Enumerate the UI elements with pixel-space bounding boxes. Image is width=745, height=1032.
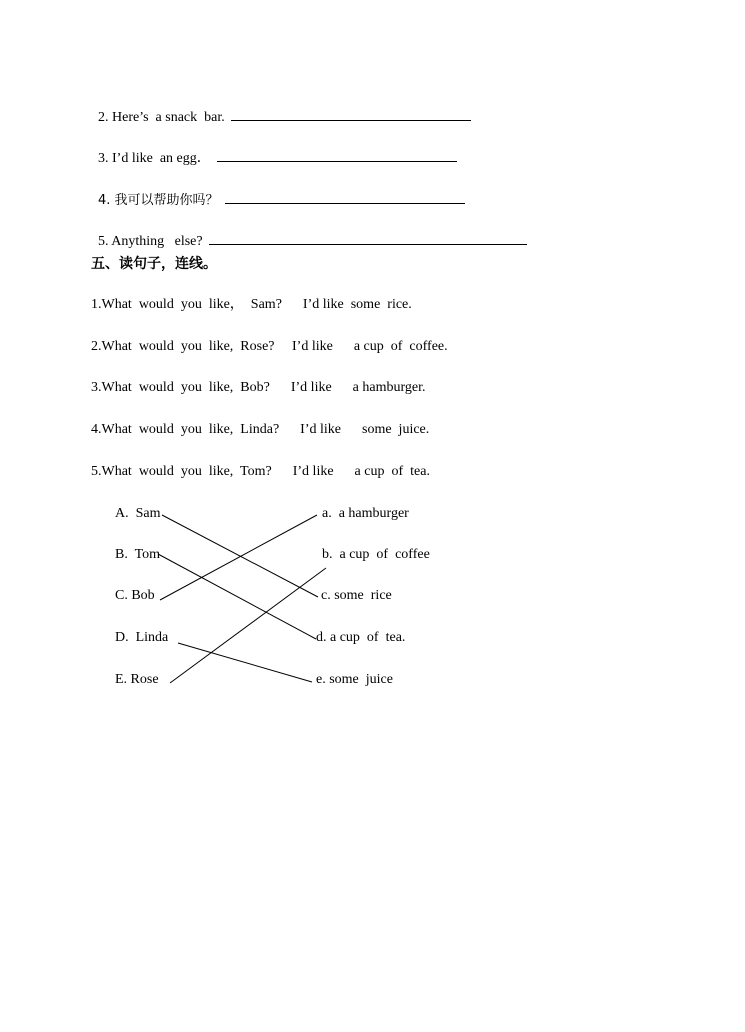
sentence-1: 1.What would you like， Sam? I’d like some rice.: [91, 297, 412, 312]
sentence-2: 2.What would you like, Rose? I’d like a cup of coffee.: [91, 339, 448, 354]
translation-text: 3. I’d like an egg．: [98, 151, 211, 166]
translation-text: 4. 我可以帮助你吗？: [98, 193, 219, 208]
match-line-c-a: [160, 515, 317, 600]
right-item-a[interactable]: a. a hamburger: [322, 506, 409, 521]
left-item-d[interactable]: D. Linda: [115, 630, 169, 645]
sentence-5: 5.What would you like, Tom? I’d like a cup of tea.: [91, 464, 430, 479]
right-item-b[interactable]: b. a cup of coffee: [322, 547, 430, 562]
left-item-e[interactable]: E. Rose: [115, 672, 159, 687]
left-item-a[interactable]: A. Sam: [115, 506, 161, 521]
sentence-4: 4.What would you like, Linda? I’d like some juice.: [91, 422, 430, 437]
left-item-c[interactable]: C. Bob: [115, 588, 155, 603]
right-item-c[interactable]: c. some rice: [321, 588, 392, 603]
sentence-3: 3.What would you like, Bob? I’d like a hamburger.: [91, 380, 426, 395]
left-item-b[interactable]: B. Tom: [115, 547, 161, 562]
match-line-e-b: [170, 568, 326, 683]
right-item-e[interactable]: e. some juice: [316, 672, 393, 687]
section-title: 五、读句子，连线。: [91, 256, 217, 272]
translation-text: 5. Anything else?: [98, 234, 203, 249]
match-line-b-d: [158, 554, 316, 639]
right-item-d[interactable]: d. a cup of tea.: [316, 630, 406, 645]
translation-text: 2. Here’s a snack bar.: [98, 110, 225, 125]
